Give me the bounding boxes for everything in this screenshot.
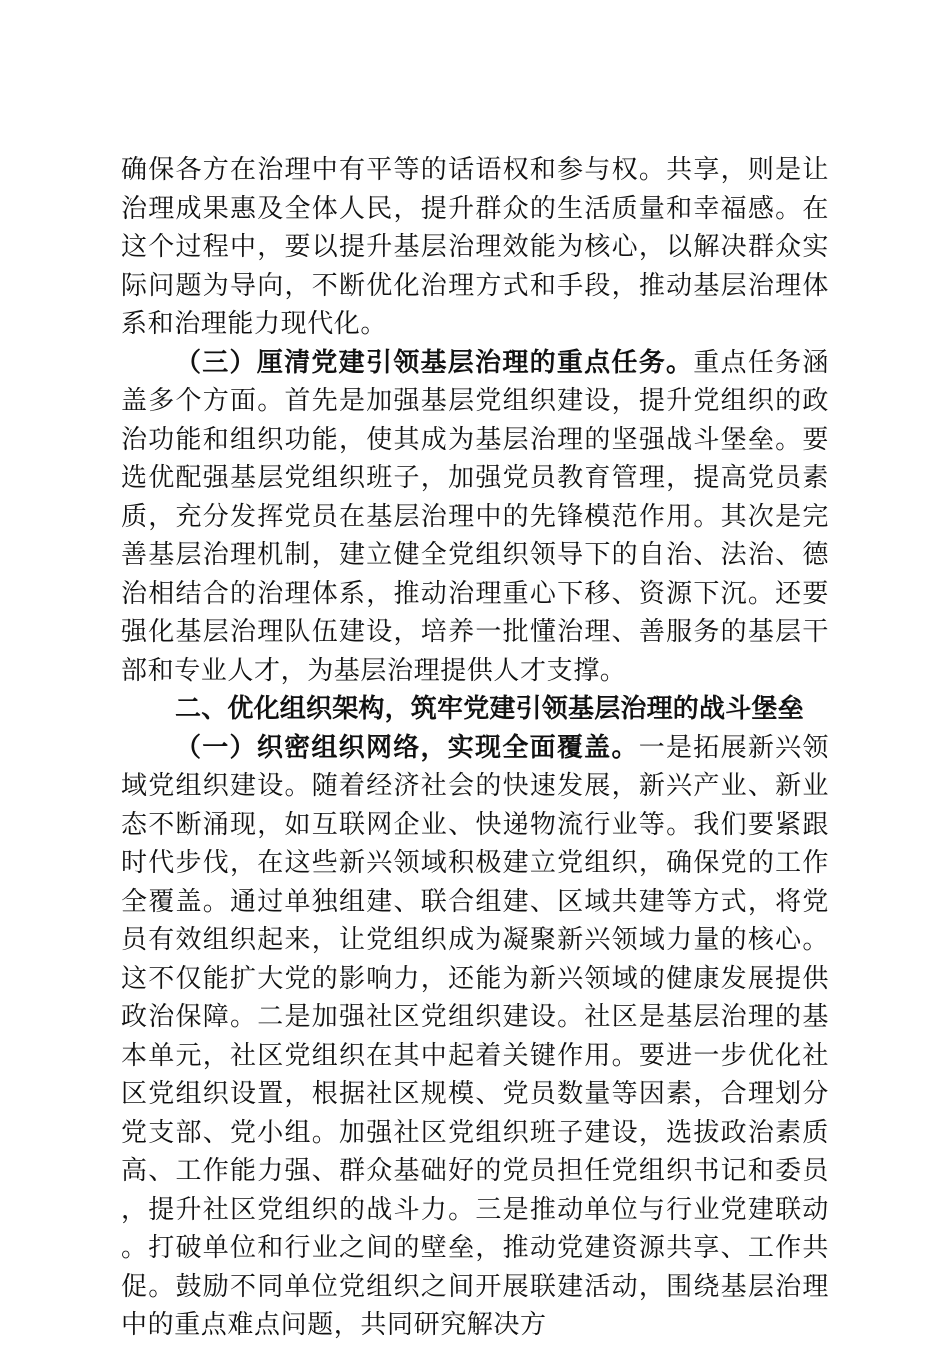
paragraph-text: 重点任务涵盖多个方面。首先是加强基层党组织建设，提升党组织的政治功能和组织功能，使其成为基层治理的坚强战斗堡垒。要选优配强基层党组织班子，加强党员教育管理，提高党员素质，充分发挥党员在基层治理中的先锋模范作用。其次是完善基层治理机制，建立健全党组织领导下的自治、法治、德治相结合的治理体系，推动治理重心下移、资源下沉。还要强化基层治理队伍建设，培养一批懂治理、善服务的基层干部和专业人才，为基层治理提供人才支撑。 [121,347,829,686]
section-heading: 二、优化组织架构，筑牢党建引领基层治理的战斗堡垒 [175,694,804,724]
document-body [121,151,829,1345]
paragraph-lead-heading: （三）厘清党建引领基层治理的重点任务。 [175,347,694,378]
paragraph-organization-network [121,729,829,1345]
paragraph-text: 一是拓展新兴领域党组织建设。随着经济社会的快速发展，新兴产业、新业态不断涌现，如互联网企业、快递物流行业等。我们要紧跟时代步伐，在这些新兴领域积极建立党组织，确保党的工作全覆盖。通过单独组建、联合组建、区域共建等方式，将党员有效组织起来，让党组织成为凝聚新兴领域力量的核心。这不仅能扩大党的影响力，还能为新兴领域的健康发展提供政治保障。二是加强社区党组织建设。社区是基层治理的基本单元，社区党组织在其中起着关键作用。要进一步优化社区党组织设置，根据社区规模、党员数量等因素，合理划分党支部、党小组。加强社区党组织班子建设，选拔政治素质高、工作能力强、群众基础好的党员担任党组织书记和委员，提升社区党组织的战斗力。三是推动单位与行业党建联动。打破单位和行业之间的壁垒，推动党建资源共享、工作共促。鼓励不同单位党组织之间开展联建活动，围绕基层治理中的重点难点问题，共同研究解决方 [121,732,830,1340]
paragraph-continuation [121,151,829,344]
paragraph-key-tasks [121,344,829,691]
paragraph-text: 确保各方在治理中有平等的话语权和参与权。共享，则是让治理成果惠及全体人民，提升群众的生活质量和幸福感。在这个过程中，要以提升基层治理效能为核心，以解决群众实际问题为导向，不断优化治理方式和手段，推动基层治理体系和治理能力现代化。 [121,155,829,339]
paragraph-lead-heading: （一）织密组织网络，实现全面覆盖。 [175,732,639,763]
